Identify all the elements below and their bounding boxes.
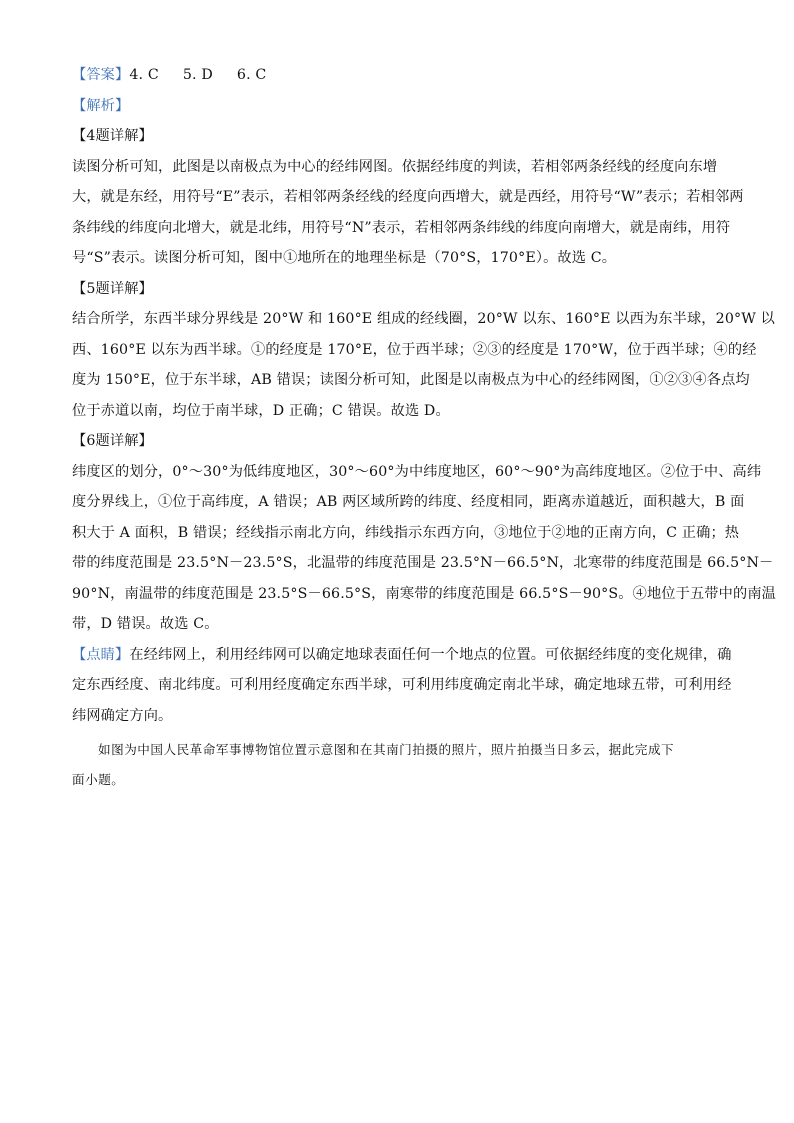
answer-line (72, 60, 722, 91)
answer-item-4: 4. C (129, 67, 159, 83)
stem-line: 面小题。 (72, 772, 125, 787)
tip-label: 【点睛】 (72, 646, 130, 663)
q6-line: 积大于 A 面积，B 错误；经线指示南北方向，纬线指示东西方向，③地位于②地的正南方向，C 正确；热 (72, 524, 740, 541)
q4-paragraph (72, 152, 744, 274)
q4-line: 条纬线的纬度向北增大，就是北纬，用符号“N”表示，若相邻两条纬线的纬度向南增大，就是南纬，用符 (72, 219, 731, 236)
q5-line: 结合所学，东西半球分界线是 20°W 和 160°E 组成的经线圈，20°W 以东、160°E 以西为东半球，20°W 以 (72, 311, 775, 327)
q6-line: 度分界线上，①位于高纬度，A 错误；AB 两区域所跨的纬度、经度相同，距离赤道越近，面积越大，B 面 (72, 494, 745, 510)
document-page (72, 60, 776, 795)
q4-line: 读图分析可知，此图是以南极点为中心的经纬网图。依据经纬度的判读，若相邻两条经线的经度向东增 (72, 158, 718, 175)
q6-line: 纬度区的划分，0°～30°为低纬度地区，30°～60°为中纬度地区，60°～90°为高纬度地区。②位于中、高纬 (72, 463, 762, 480)
q5-paragraph (72, 304, 775, 426)
q4-line: 号“S”表示。读图分析可知，图中①地所在的地理坐标是（70°S，170°E）。故选 C。 (72, 250, 617, 266)
question-stem (72, 735, 722, 795)
tip-line: 定东西经度、南北纬度。可利用经度确定东西半球，可利用纬度确定南北半球，确定地球五带，可利用经 (72, 677, 732, 693)
tip-line (72, 640, 732, 671)
q6-line: 带，D 错误。故选 C。 (72, 616, 219, 632)
q6-line: 90°N，南温带的纬度范围是 23.5°S－66.5°S，南寒带的纬度范围是 66.5°S－90°S。④地位于五带中的南温 (72, 585, 776, 602)
q5-line: 度为 150°E，位于东半球，AB 错误；读图分析可知，此图是以南极点为中心的经纬网图，①②③④各点均 (72, 372, 750, 388)
q5-line: 西、160°E 以东为西半球。①的经度是 170°E，位于西半球；②③的经度是 170°W，位于西半球；④的经 (72, 341, 757, 358)
q6-line: 带的纬度范围是 23.5°N－23.5°S，北温带的纬度范围是 23.5°N－66.5°N，北寒带的纬度范围是 66.5°N－ (72, 555, 774, 571)
q6-heading: 【6题详解】 (72, 433, 153, 449)
analysis-heading: 【解析】 (72, 97, 130, 114)
stem-line: 如图为中国人民革命军事博物馆位置示意图和在其南门拍摄的照片，照片拍摄当日多云，据此完成下 (98, 742, 675, 757)
q5-heading: 【5题详解】 (72, 280, 153, 297)
q4-heading: 【4题详解】 (72, 128, 153, 144)
answer-item-5: 5. D (182, 67, 213, 83)
q5-line: 位于赤道以南，均位于南半球，D 正确；C 错误。故选 D。 (72, 402, 450, 419)
answer-item-6: 6. C (236, 67, 267, 83)
tip-text: 在经纬网上，利用经纬网可以确定地球表面任何一个地点的位置。可依据经纬度的变化规律，确 (129, 646, 732, 663)
tip-paragraph (72, 640, 732, 732)
tip-line: 纬网确定方向。 (72, 707, 173, 724)
q4-line: 大，就是东经，用符号“E”表示，若相邻两条经线的经度向西增大，就是西经，用符号“W”表示；若相邻两 (72, 189, 744, 205)
answer-label: 【答案】 (72, 67, 130, 83)
q6-paragraph (72, 457, 776, 640)
